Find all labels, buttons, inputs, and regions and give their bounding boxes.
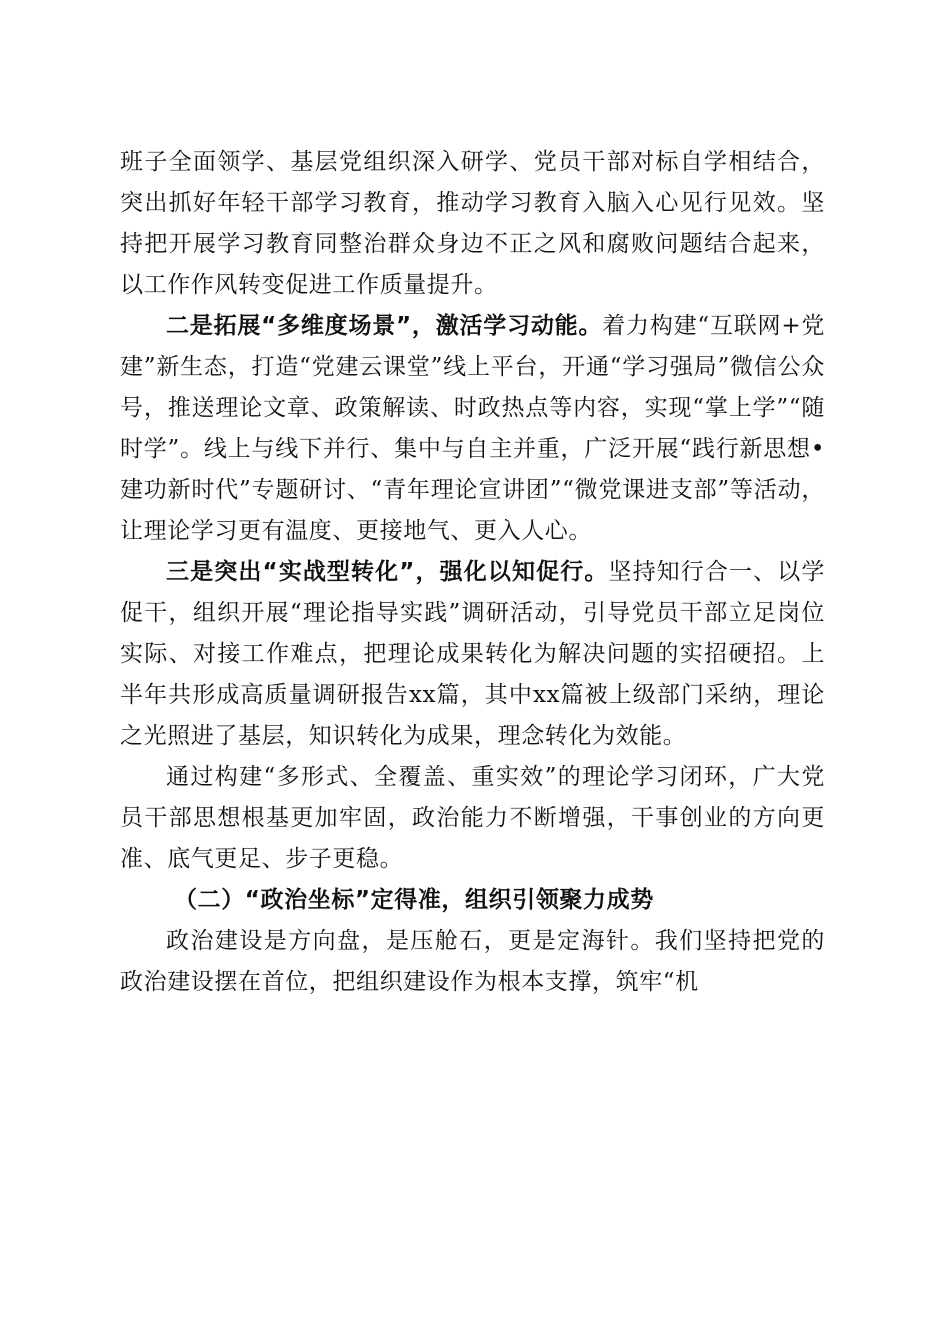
paragraph-body: 通过构建“多形式、全覆盖、重实效”的理论学习闭环，广大党员干部思想根基更加牢固，政治能力不断增强，干事创业的方向更准、底气更足、步子更稳。 xyxy=(120,764,825,872)
paragraph-body: 班子全面领学、基层党组织深入研学、党员干部对标自学相结合，突出抓好年轻干部学习教育，推动学习教育入脑入心见行见效。坚持把开展学习教育同整治群众身边不正之风和腐败问题结合起来，以工作作风转变促进工作质量提升。 xyxy=(120,149,825,298)
paragraph-study-structure xyxy=(120,142,825,306)
paragraph-body: 坚持知行合一、以学促干，组织开展“理论指导实践”调研活动，引导党员干部立足岗位实际、对接工作难点，把理论成果转化为解决问题的实招硬招。上半年共形成高质量调研报告xx篇，其中xx篇被上级部门采纳，理论之光照进了基层，知识转化为成果，理念转化为效能。 xyxy=(120,559,825,749)
paragraph-summary xyxy=(120,757,825,880)
section-heading: （二）“政治坐标”定得准，组织引领聚力成势 xyxy=(174,887,654,913)
document-body xyxy=(120,142,825,1003)
paragraph-practical-transform xyxy=(120,552,825,757)
paragraph-political-building xyxy=(120,921,825,1003)
paragraph-lead: 二是拓展“多维度场景”，激活学习动能。 xyxy=(166,313,603,339)
paragraph-multi-scenario xyxy=(120,306,825,552)
paragraph-body: 政治建设是方向盘，是压舱石，更是定海针。我们坚持把党的政治建设摆在首位，把组织建设作为根本支撑，筑牢“机 xyxy=(120,928,825,995)
paragraph-body: 着力构建“互联网+党建”新生态，打造“党建云课堂”线上平台，开通“学习强局”微信公众号，推送理论文章、政策解读、时政热点等内容，实现“掌上学”“随时学”。线上与线下并行、集中与自主并重，广泛开展“践行新思想•建功新时代”专题研讨、“青年理论宣讲团”“微党课进支部”等活动，让理论学习更有温度、更接地气、更入人心。 xyxy=(120,313,825,544)
paragraph-lead: 三是突出“实战型转化”，强化以知促行。 xyxy=(166,559,609,585)
